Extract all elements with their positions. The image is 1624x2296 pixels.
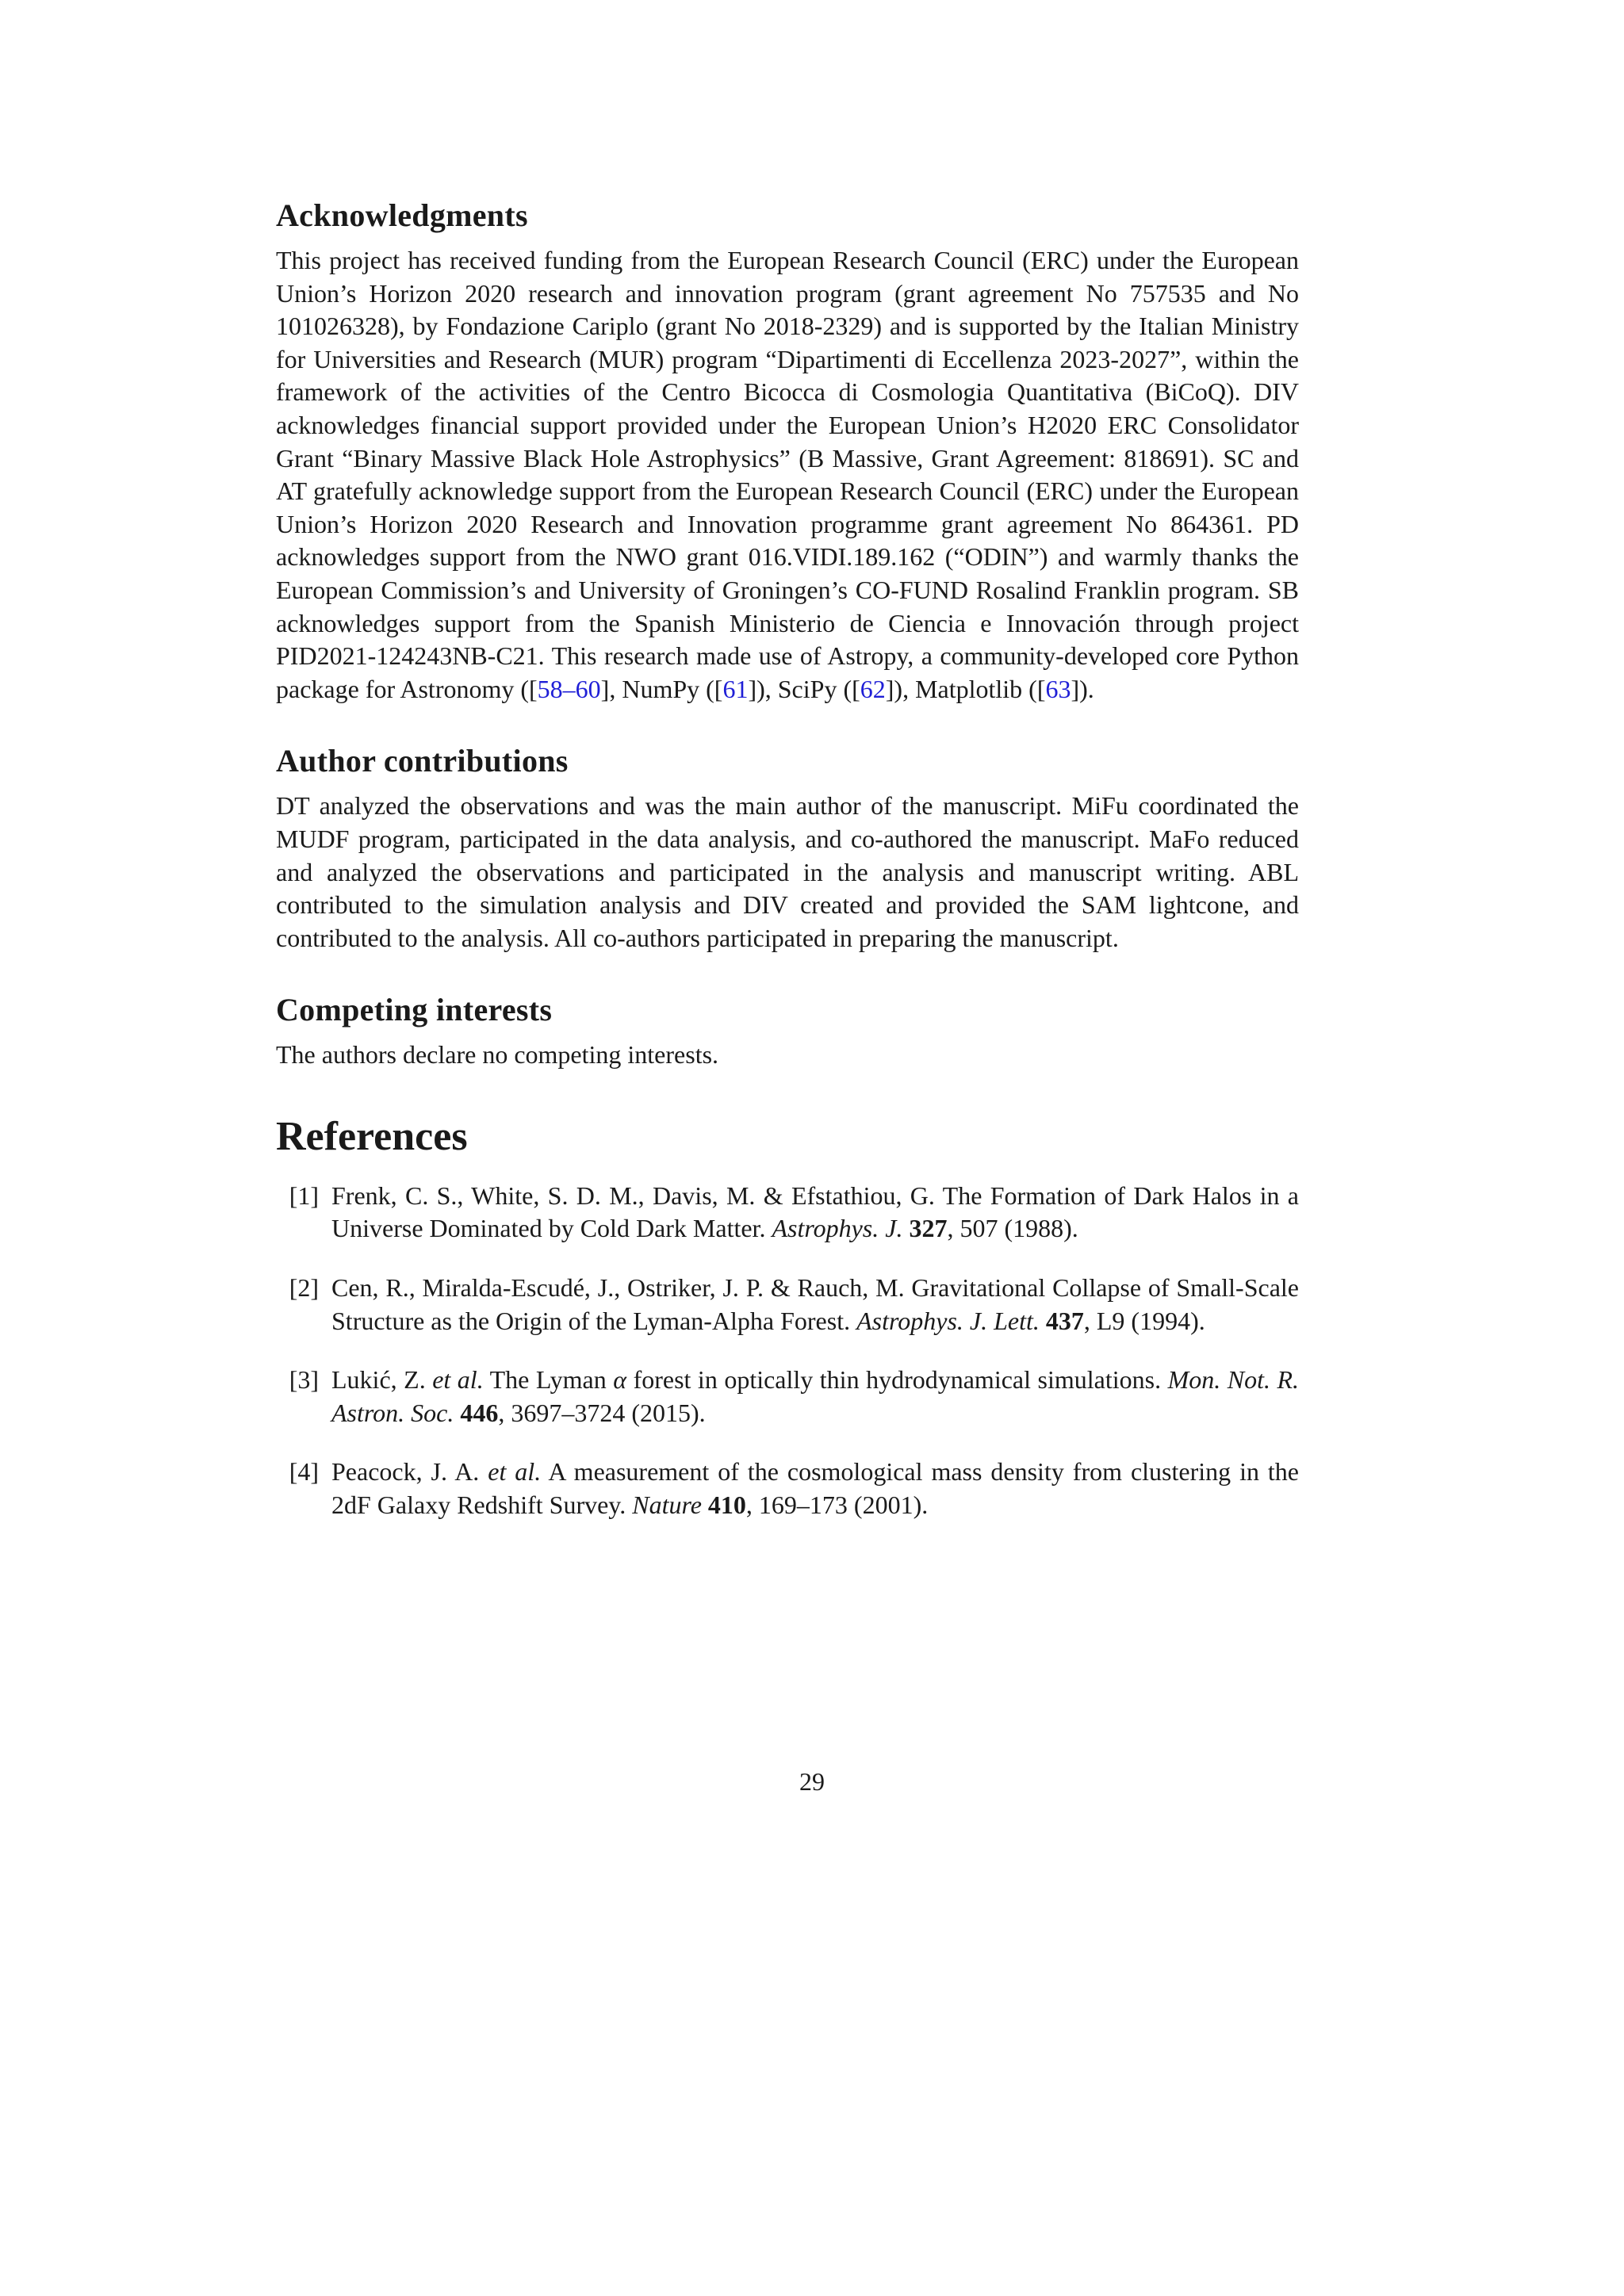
reference-number: [3] [289,1365,319,1395]
author-contributions-heading: Author contributions [276,743,569,779]
author-contributions-section [276,742,1299,955]
reference-text: Lukić, Z. et al. The Lyman α forest in optically thin hydrodynamical simulations. Mon. Not. R. Astron. Soc. 446, 3697–3724 (2015). [331,1365,1300,1427]
citation-link-numpy[interactable]: 61 [722,674,749,703]
reference-text: Frenk, C. S., White, S. D. M., Davis, M. & Efstathiou, G. The Formation of Dark Halos in a Universe Dominated by Cold Dark Matter. Astrophys. J. 327, 507 (1988). [331,1181,1300,1243]
reference-item-1 [276,1180,1299,1246]
paper-page [276,197,1299,1548]
reference-number: [4] [289,1457,319,1487]
reference-item-2 [276,1272,1299,1337]
competing-interests-heading: Competing interests [276,992,553,1028]
acknowledgments-heading: Acknowledgments [276,197,528,233]
reference-number: [1] [289,1181,319,1210]
acknowledgments-section [276,197,1299,706]
references-section [276,1113,1299,1522]
competing-interests-text: The authors declare no competing interests. [276,1040,719,1070]
competing-interests-section [276,991,1299,1072]
citation-link-scipy[interactable]: 62 [860,674,886,703]
page-number: 29 [799,1767,825,1796]
reference-text: Peacock, J. A. et al. A measurement of the cosmological mass density from clustering in the 2dF Galaxy Redshift Survey. Nature 410, 169–173 (2001). [331,1457,1300,1520]
references-heading: References [276,1113,468,1159]
acknowledgments-text: This project has received funding from the European Research Council (ERC) under the European Union’s Horizon 2020 research and innovation program (grant agreement No 757535 and No 101026328), by Fondazione Cariplo (grant No 2018-2329) and is supported by the Italian Ministry for Universities and Research (MUR) program “Dipartimenti di Eccellenza 2023-2027”, within the framework of the activities of the Centro Bicocca di Cosmologia Quantitativa (BiCoQ). DIV acknowledges financial support provided under the European Union’s H2020 ERC Consolidator Grant “Binary Massive Black Hole Astrophysics” (B Massive, Grant Agreement: 818691). SC and AT gratefully acknowledge support from the European Research Council (ERC) under the European Union’s Horizon 2020 Research and Innovation programme grant agreement No 864361. PD acknowledges support from the NWO grant 016.VIDI.189.162 (“ODIN”) and warmly thanks the European Commission’s and University of Groningen’s CO-FUND Rosalind Franklin program. SB acknowledges support from the Spanish Ministerio de Ciencia e Innovación through project PID2021-124243NB-C21. This research made use of Astropy, a community-developed core Python package for Astronomy ([58–60], NumPy ([61]), SciPy ([62]), Matplotlib ([63]). [276,246,1299,703]
reference-number: [2] [289,1273,319,1303]
citation-link-astropy[interactable]: 58–60 [537,674,601,703]
reference-item-3 [276,1364,1299,1429]
reference-item-4 [276,1456,1299,1521]
citation-link-matplotlib[interactable]: 63 [1045,674,1071,703]
author-contributions-text: DT analyzed the observations and was the main author of the manuscript. MiFu coordinated the MUDF program, participated in the data analysis, and co-authored the manuscript. MaFo reduced and analyzed the observations and participated in the analysis and manuscript writing. ABL contributed to the simulation analysis and DIV created and provided the SAM lightcone, and contributed to the analysis. All co-authors participated in preparing the manuscript. [276,791,1299,952]
reference-text: Cen, R., Miralda-Escudé, J., Ostriker, J. P. & Rauch, M. Gravitational Collapse of Small-Scale Structure as the Origin of the Lyman-Alpha Forest. Astrophys. J. Lett. 437, L9 (1994). [331,1273,1300,1335]
